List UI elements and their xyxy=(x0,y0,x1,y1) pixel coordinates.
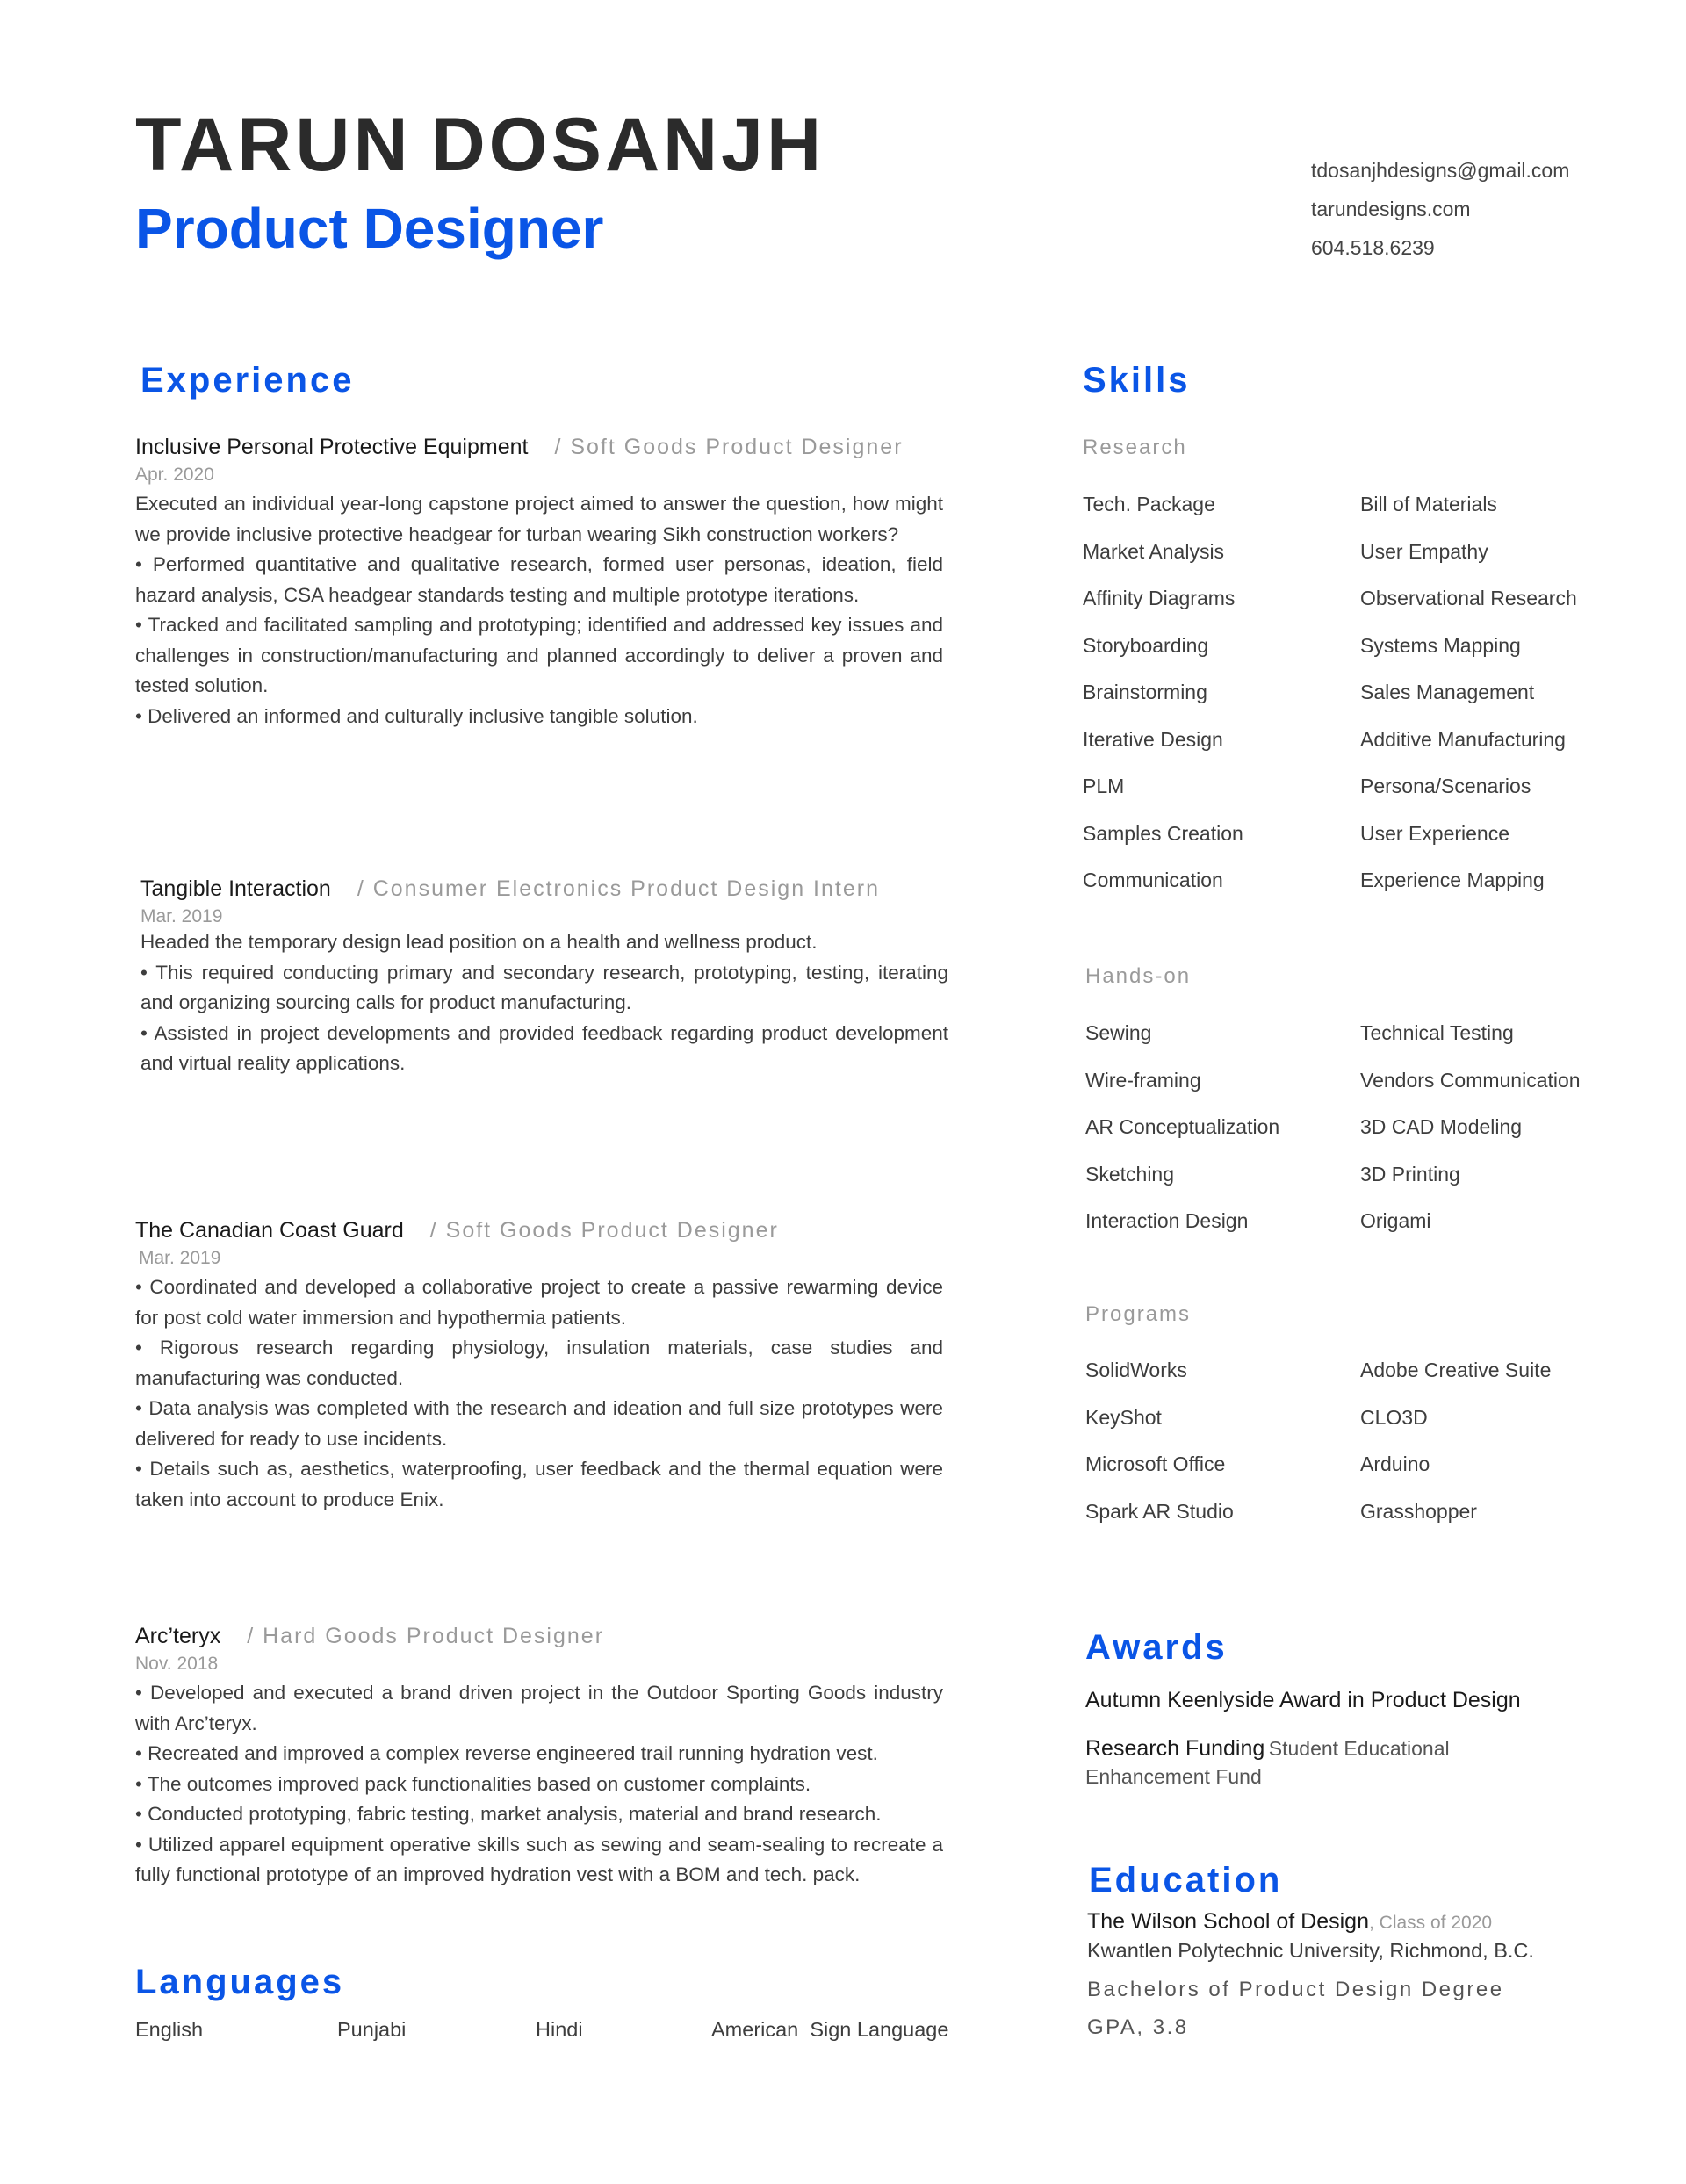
job-date: Mar. 2019 xyxy=(139,1248,221,1268)
email-link[interactable]: tdosanjhdesigns@gmail.com xyxy=(1311,159,1570,182)
skills-heading: Skills xyxy=(1083,361,1191,400)
skill-item: Samples Creation xyxy=(1083,821,1243,845)
experience-heading: Experience xyxy=(140,361,355,400)
job-line: • Rigorous research regarding physiology, insulation materials, case studies and manufacturing was conducted. xyxy=(135,1337,943,1389)
university-name: Kwantlen Polytechnic University, Richmond, B.C. xyxy=(1087,1939,1534,1962)
degree-name: Bachelors of Product Design Degree xyxy=(1087,1978,1504,2001)
job-line: • Recreated and improved a complex reverse engineered trail running hydration vest. xyxy=(135,1742,878,1764)
skill-list-hands-on xyxy=(1085,1020,1606,1255)
award-title: Research Funding xyxy=(1085,1736,1265,1761)
job-company: Arc’teryx xyxy=(135,1624,221,1648)
job-company: Inclusive Personal Protective Equipment xyxy=(135,435,529,459)
skill-item: User Empathy xyxy=(1360,539,1488,563)
job-role: / Soft Goods Product Designer xyxy=(429,1218,779,1243)
award-item xyxy=(1085,1736,1472,1792)
skill-item: Sketching xyxy=(1085,1162,1175,1186)
job-description xyxy=(135,1272,943,1515)
job-line: • Assisted in project developments and provided feedback regarding product development and virtual reality applications. xyxy=(140,1021,948,1074)
education-school-line xyxy=(1087,1909,1492,1935)
skill-item: Persona/Scenarios xyxy=(1360,775,1531,797)
language-item: Hindi xyxy=(536,2018,583,2041)
skill-item: Systems Mapping xyxy=(1360,633,1521,657)
skill-item: Bill of Materials xyxy=(1360,493,1497,515)
skill-group-title: Programs xyxy=(1085,1302,1192,1326)
skill-group-title: Hands-on xyxy=(1085,964,1192,988)
skill-item: User Experience xyxy=(1360,821,1510,845)
skill-item: Technical Testing xyxy=(1360,1021,1514,1044)
skill-list-programs xyxy=(1085,1357,1606,1545)
language-item: English xyxy=(135,2018,204,2041)
skill-item: Experience Mapping xyxy=(1360,869,1545,891)
skill-item: Vendors Communication xyxy=(1360,1068,1581,1092)
first-name: TARUN xyxy=(135,103,412,187)
job-line: • This required conducting primary and secondary research, prototyping, testing, iterating and organizing sourcing calls for product manufacturing. xyxy=(140,961,948,1013)
job-date: Mar. 2019 xyxy=(140,906,223,926)
job-role: / Consumer Electronics Product Design Intern xyxy=(357,876,880,901)
language-item: American Sign Language xyxy=(711,2018,949,2041)
skill-list-research xyxy=(1083,491,1606,914)
language-item: Punjabi xyxy=(337,2018,407,2041)
candidate-title: Product Designer xyxy=(135,197,604,260)
job-company: The Canadian Coast Guard xyxy=(135,1218,404,1243)
job-header xyxy=(135,1623,943,1649)
candidate-name xyxy=(135,103,825,187)
job-role: / Soft Goods Product Designer xyxy=(554,435,904,459)
job-line: • Data analysis was completed with the research and ideation and full size prototypes were delivered for ready to use incidents. xyxy=(135,1397,943,1450)
job-description xyxy=(135,489,943,732)
job-entry xyxy=(135,1217,943,1515)
job-company: Tangible Interaction xyxy=(140,876,331,901)
skill-item: Interaction Design xyxy=(1085,1209,1249,1232)
job-header xyxy=(140,876,948,902)
school-name: The Wilson School of Design xyxy=(1087,1909,1369,1934)
class-year: , Class of 2020 xyxy=(1368,1913,1493,1933)
skill-item: Observational Research xyxy=(1360,587,1577,609)
awards-heading: Awards xyxy=(1085,1628,1228,1667)
award-detail: Student Educational Enhancement Fund xyxy=(1085,1737,1450,1788)
job-entry xyxy=(135,434,943,732)
education-heading: Education xyxy=(1089,1861,1283,1899)
job-line: Headed the temporary design lead position on a health and wellness product. xyxy=(140,931,818,953)
skill-item: Market Analysis xyxy=(1083,539,1225,563)
skill-item: 3D Printing xyxy=(1360,1162,1460,1186)
skill-item: Iterative Design xyxy=(1083,727,1223,751)
job-role: / Hard Goods Product Designer xyxy=(247,1624,605,1648)
job-line: • Tracked and facilitated sampling and prototyping; identified and addressed key issues and challenges in construction/manufacturing and planned accordingly to deliver a proven and tested solution. xyxy=(135,614,943,696)
gpa-value: GPA, 3.8 xyxy=(1087,2015,1189,2039)
skill-item: KeyShot xyxy=(1085,1405,1162,1429)
skill-item: Adobe Creative Suite xyxy=(1360,1359,1552,1381)
job-line: Executed an individual year-long capstone project aimed to answer the question, how might we provide inclusive protective headgear for turban wearing Sikh construction workers? xyxy=(135,493,943,545)
job-description xyxy=(135,1678,943,1891)
job-date: Apr. 2020 xyxy=(135,465,214,485)
skill-item: Tech. Package xyxy=(1083,493,1215,515)
skill-item: Wire-framing xyxy=(1085,1068,1201,1092)
job-header xyxy=(135,1217,943,1243)
skill-item: Storyboarding xyxy=(1083,633,1209,657)
job-description xyxy=(140,927,948,1079)
award-item: Autumn Keenlyside Award in Product Design xyxy=(1085,1688,1521,1712)
skill-item: Communication xyxy=(1083,869,1223,891)
job-entry xyxy=(135,1623,943,1891)
job-line: • Conducted prototyping, fabric testing, market analysis, material and brand research. xyxy=(135,1803,882,1825)
skill-item: Sewing xyxy=(1085,1021,1152,1044)
skill-item: PLM xyxy=(1083,775,1125,797)
website-link[interactable]: tarundesigns.com xyxy=(1311,198,1471,220)
skill-item: Origami xyxy=(1360,1209,1431,1232)
job-line: • Details such as, aesthetics, waterproofing, user feedback and the thermal equation were taken into account to produce Enix. xyxy=(135,1458,943,1510)
skill-group-title: Research xyxy=(1083,436,1187,459)
job-date: Nov. 2018 xyxy=(135,1654,219,1674)
skill-item: CLO3D xyxy=(1360,1405,1428,1429)
skill-item: SolidWorks xyxy=(1085,1359,1187,1381)
skill-item: AR Conceptualization xyxy=(1085,1115,1280,1138)
job-line: • Performed quantitative and qualitative research, formed user personas, ideation, field hazard analysis, CSA headgear standards testing and multiple prototype iterations. xyxy=(135,553,943,606)
skill-item: Sales Management xyxy=(1360,681,1535,703)
job-line: • Developed and executed a brand driven project in the Outdoor Sporting Goods industry with Arc’teryx. xyxy=(135,1682,943,1734)
languages-heading: Languages xyxy=(135,1963,345,2001)
phone-number: 604.518.6239 xyxy=(1311,236,1435,259)
skill-item: Microsoft Office xyxy=(1085,1452,1226,1475)
last-name: DOSANJH xyxy=(430,103,825,187)
job-header xyxy=(135,434,943,460)
job-line: • The outcomes improved pack functionalities based on customer complaints. xyxy=(135,1772,811,1795)
job-line: • Utilized apparel equipment operative skills such as sewing and seam-sealing to recreate a fully functional prototype of an improved hydration vest with a BOM and tech. pack. xyxy=(135,1833,943,1885)
skill-item: Grasshopper xyxy=(1360,1499,1477,1523)
job-line: • Delivered an informed and culturally inclusive tangible solution. xyxy=(135,704,698,727)
skill-item: Spark AR Studio xyxy=(1085,1499,1234,1523)
skill-item: Brainstorming xyxy=(1083,681,1207,703)
skill-item: Affinity Diagrams xyxy=(1083,587,1236,609)
skill-item: Arduino xyxy=(1360,1452,1430,1475)
job-entry xyxy=(140,876,948,1079)
job-line: • Coordinated and developed a collaborative project to create a passive rewarming device for post cold water immersion and hypothermia patients. xyxy=(135,1276,943,1329)
skill-item: 3D CAD Modeling xyxy=(1360,1115,1523,1138)
contact-info xyxy=(1311,151,1569,267)
skill-item: Additive Manufacturing xyxy=(1360,727,1566,751)
